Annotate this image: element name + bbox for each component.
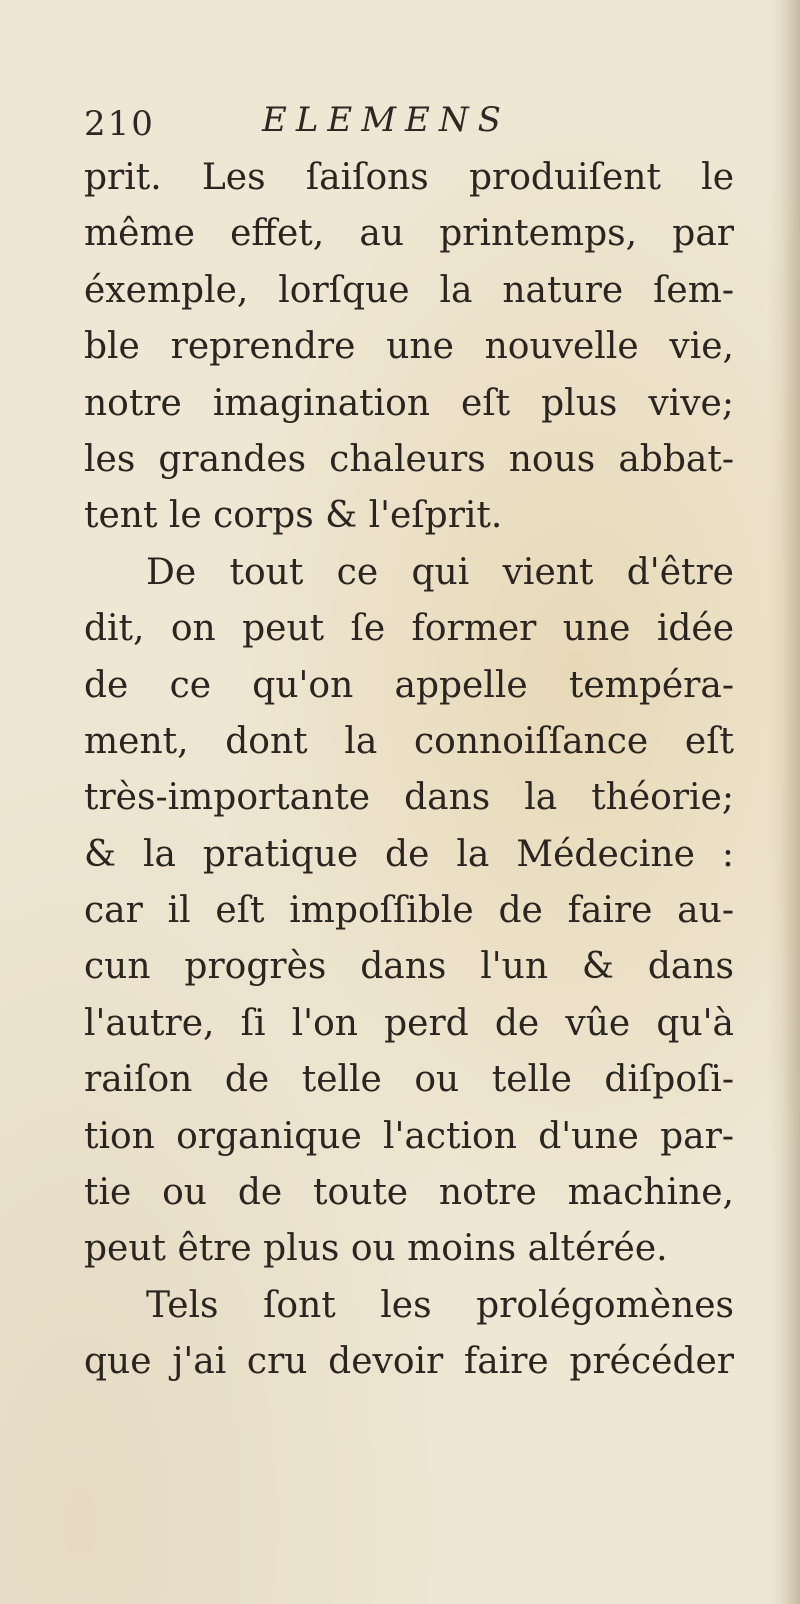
text-line: de ce qu'on appelle tempéra- <box>84 664 734 706</box>
page-edge-shadow <box>782 0 800 1604</box>
text-line: l'autre, ſi l'on perd de vûe qu'à <box>84 1002 734 1044</box>
text-line: très-importante dans la théorie; <box>84 777 734 819</box>
text-line: ment, dont la connoiſſance eſt <box>84 720 734 762</box>
text-line: De tout ce qui vient d'être <box>146 551 734 593</box>
body-text <box>84 150 734 1391</box>
text-line: les grandes chaleurs nous abbat- <box>84 438 734 480</box>
page-header <box>84 100 684 150</box>
text-line: & la pratique de la Médecine : <box>84 833 734 875</box>
text-line: peut être plus ou moins altérée. <box>84 1228 668 1270</box>
text-line: ble reprendre une nouvelle vie, <box>84 326 734 368</box>
text-line: éxemple, lorſque la nature ſem- <box>84 269 734 311</box>
page-number: 210 <box>84 104 155 144</box>
text-line: cun progrès dans l'un & dans <box>84 946 734 988</box>
text-line: même effet, au printemps, par <box>84 213 734 255</box>
text-line: car il eſt impoſſible de faire au- <box>84 890 734 932</box>
text-line: Tels ſont les prolégomènes <box>146 1284 734 1326</box>
text-line: notre imagination eſt plus vive; <box>84 382 734 424</box>
text-line: tion organique l'action d'une par- <box>84 1115 734 1157</box>
running-head: ELEMENS <box>262 100 510 140</box>
text-line: que j'ai cru devoir faire précéder <box>84 1341 734 1383</box>
text-line: prit. Les ſaiſons produiſent le <box>84 157 734 198</box>
text-line: raiſon de telle ou telle diſpoſi- <box>84 1059 734 1101</box>
text-line: tie ou de toute notre machine, <box>84 1172 734 1214</box>
text-line: tent le corps & l'eſprit. <box>84 495 503 537</box>
text-line: dit, on peut ſe former une idée <box>84 608 734 650</box>
